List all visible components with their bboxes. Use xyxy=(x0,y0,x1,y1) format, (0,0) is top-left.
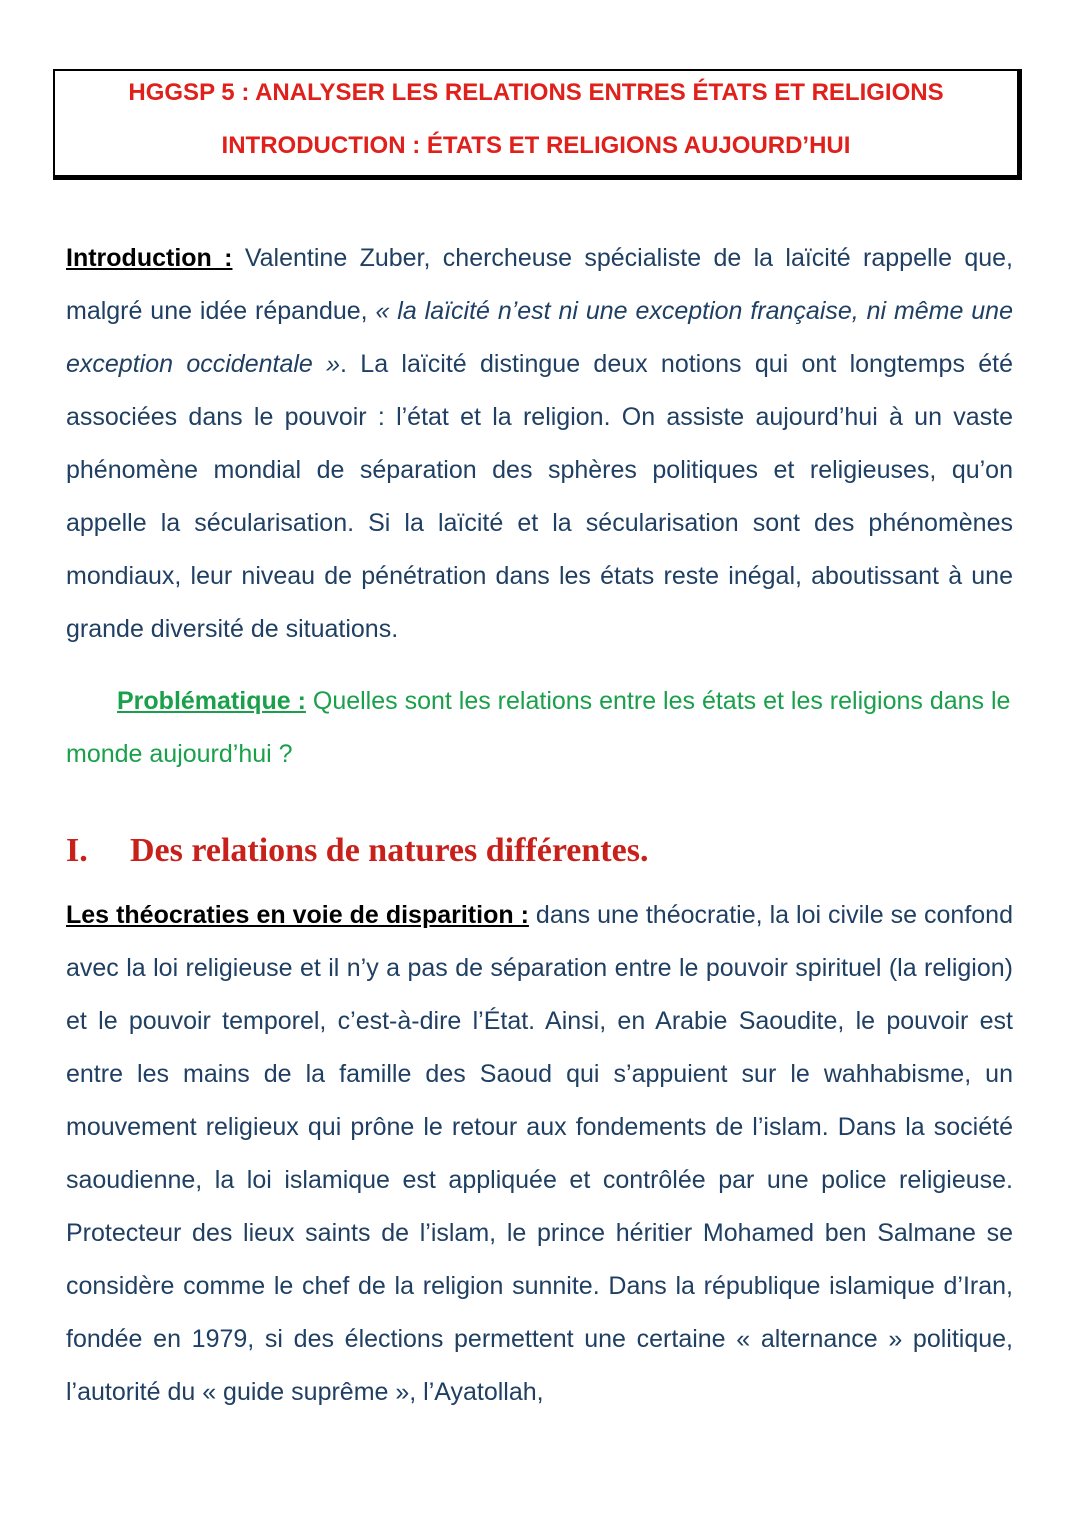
introduction-text-2: . La laïcité distingue deux notions qui ont longtemps été associées dans le pouvoir : l’état et la religion. On assiste aujourd’hui à un vaste phénomène mondial de séparation des sphères politiques et religieuses, qu’on appelle la sécularisation. Si la laïcité et la sécularisation sont des phénomènes mondiaux, leur niveau de pénétration dans les états reste inégal, aboutissant à une grande diversité de situations. xyxy=(66,350,1014,643)
introduction-paragraph xyxy=(66,232,1013,656)
problematique-paragraph xyxy=(66,675,1013,781)
introduction-text-1: Valentine Zuber, chercheuse spécialiste de la laïcité rappelle que, malgré une idée répandue, xyxy=(66,244,1014,325)
document-subtitle: INTRODUCTION : ÉTATS ET RELIGIONS AUJOURD’HUI xyxy=(221,132,851,159)
section-title: Des relations de natures différentes. xyxy=(130,832,649,869)
document-title: HGGSP 5 : ANALYSER LES RELATIONS ENTRES ÉTATS ET RELIGIONS xyxy=(128,79,944,106)
theocraties-text: dans une théocratie, la loi civile se confond avec la loi religieuse et il n’y a pas de séparation entre le pouvoir spirituel (la religion) et le pouvoir temporel, c’est-à-dire l’État. Ainsi, en Arabie Saoudite, le pouvoir est entre les mains de la famille des Saoud qui s’appuient sur le wahhabisme, un mouvement religieux qui prône le retour aux fondements de l’islam. Dans la société saoudienne, la loi islamique est appliquée et contrôlée par une police religieuse. Protecteur des lieux saints de l’islam, le prince héritier Mohamed ben Salmane se considère comme le chef de la religion sunnite. Dans la république islamique d’Iran, fondée en 1979, si des élections permettent une certaine « alternance » politique, l’autorité du « guide suprême », l’Ayatollah, xyxy=(66,901,1013,1406)
problematique-text: Quelles sont les relations entre les états et les religions dans le monde aujourd’hui ? xyxy=(66,687,1011,768)
section-heading xyxy=(66,832,648,870)
document-title-box xyxy=(53,69,1022,180)
theocraties-paragraph xyxy=(66,889,1013,1419)
problematique-label: Problématique : xyxy=(117,687,306,715)
theocraties-label: Les théocraties en voie de disparition : xyxy=(66,901,529,929)
section-number: I. xyxy=(66,832,88,869)
introduction-label: Introduction : xyxy=(66,244,233,272)
introduction-quote: « la laïcité n’est ni une exception française, ni même une exception occidentale » xyxy=(66,297,1013,378)
